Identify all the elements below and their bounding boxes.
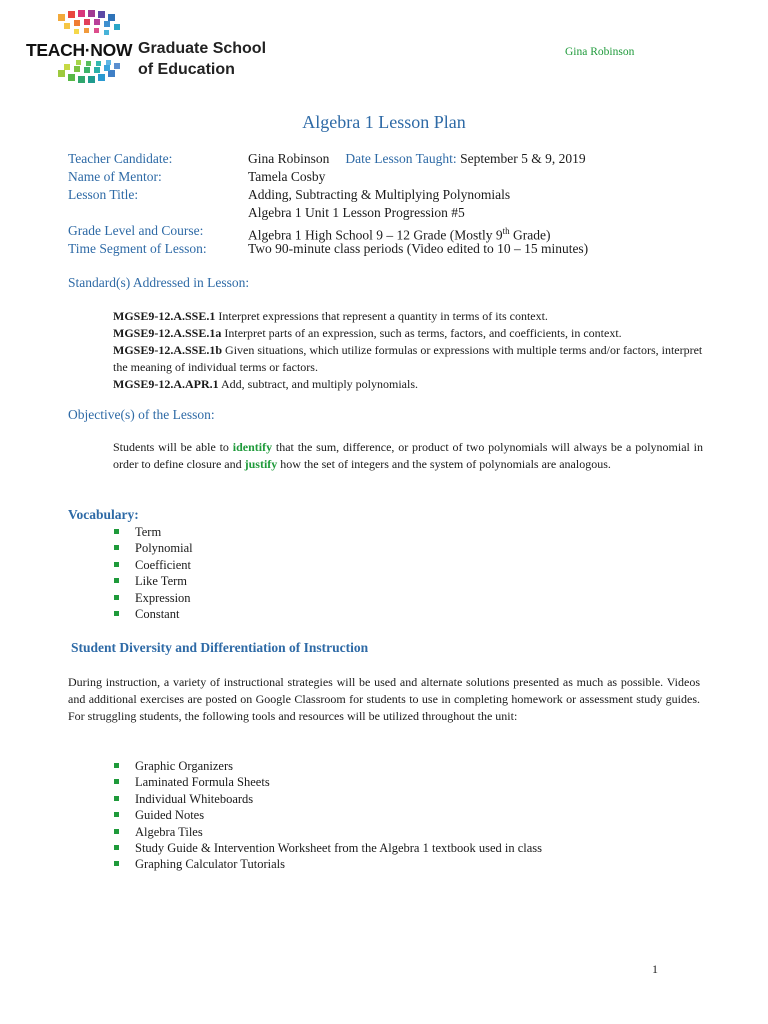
page-title: Algebra 1 Lesson Plan [302,112,466,132]
objective-part3: how the set of integers and the system of polynomials are analogous. [277,457,611,471]
lesson-title-label: Lesson Title: [68,187,139,202]
mentor-value: Tamela Cosby [248,169,326,184]
standard-item [113,376,713,393]
lesson-title-value: Adding, Subtracting & Multiplying Polynomials [248,187,511,202]
logo-school-line1: Graduate School [138,40,267,57]
standard-text: Given situations, which utilize formulas or expressions with multiple terms and/or factors, interpret the meaning of individual terms or factors. [113,343,703,374]
teach-now-logo [26,8,276,92]
vocabulary-item: Like Term [112,573,193,589]
objective-heading: Objective(s) of the Lesson: [68,407,215,422]
time-label: Time Segment of Lesson: [68,241,207,256]
vocabulary-heading: Vocabulary: [68,507,139,522]
tool-item: Algebra Tiles [112,824,542,840]
objective-paragraph [113,439,703,473]
tool-item: Guided Notes [112,807,542,823]
tool-item: Laminated Formula Sheets [112,774,542,790]
standard-code: MGSE9-12.A.SSE.1b [113,343,223,357]
standard-item [113,342,713,376]
mentor-label: Name of Mentor: [68,169,162,184]
grade-value-sup: th [502,226,510,236]
time-value: Two 90-minute class periods (Video edited to 10 – 15 minutes) [248,241,589,256]
objective-keyword-identify: identify [232,440,273,454]
objective-part1: Students will be able to [113,440,233,454]
standard-item [113,308,713,325]
date-value: September 5 & 9, 2019 [460,151,586,166]
standard-text: Interpret parts of an expression, such as terms, factors, and coefficients, in context. [221,326,622,340]
vocabulary-item: Polynomial [112,540,193,556]
tool-item: Graphic Organizers [112,758,542,774]
page-number: 1 [652,962,658,976]
logo-school-name [138,38,266,80]
grade-value-pre: Algebra 1 High School 9 – 12 Grade (Mostly 9 [248,227,503,243]
logo-wordmark: TEACH·NOW [26,40,133,60]
vocabulary-item: Coefficient [112,557,193,573]
standards-heading: Standard(s) Addressed in Lesson: [68,275,250,290]
vocabulary-list [112,524,193,622]
standards-list [113,308,713,393]
vocabulary-item: Expression [112,590,193,606]
standard-code: MGSE9-12.A.SSE.1 [113,309,216,323]
diversity-paragraph: During instruction, a variety of instructional strategies will be used and alternate solutions presented as much as possible. Videos and additional exercises are posted on Google Classroom for students to use in completing homework or assessment study guides. For struggling students, the following tools and resources will be utilized throughout the unit: [68,675,700,723]
standard-code: MGSE9-12.A.SSE.1a [113,326,222,340]
candidate-name: Gina Robinson [248,151,330,166]
standard-code: MGSE9-12.A.APR.1 [113,377,219,391]
grade-value-post: Grade) [509,227,551,243]
logo-school-line2: of Education [138,61,235,78]
objective-keyword-justify: justify [244,457,278,471]
tool-item: Individual Whiteboards [112,791,542,807]
tool-item: Graphing Calculator Tutorials [112,856,542,872]
standard-text: Interpret expressions that represent a quantity in terms of its context. [215,309,548,323]
candidate-value [248,150,586,168]
date-label: Date Lesson Taught: [345,151,457,166]
grade-label: Grade Level and Course: [68,223,204,238]
header-author-name: Gina Robinson [565,46,635,58]
tools-list [112,758,542,873]
standard-text: Add, subtract, and multiply polynomials. [218,377,418,391]
vocabulary-item: Term [112,524,193,540]
tool-item: Study Guide & Intervention Worksheet from the Algebra 1 textbook used in class [112,840,542,856]
diversity-heading: Student Diversity and Differentiation of Instruction [71,640,369,655]
candidate-label: Teacher Candidate: [68,151,173,166]
objective-part2: that the sum, difference, or product of two polynomials will always be a polynomial in order to define closure and [113,440,704,471]
vocabulary-item: Constant [112,606,193,622]
lesson-title-value-2: Algebra 1 Unit 1 Lesson Progression #5 [248,205,465,220]
standard-item [113,325,713,342]
